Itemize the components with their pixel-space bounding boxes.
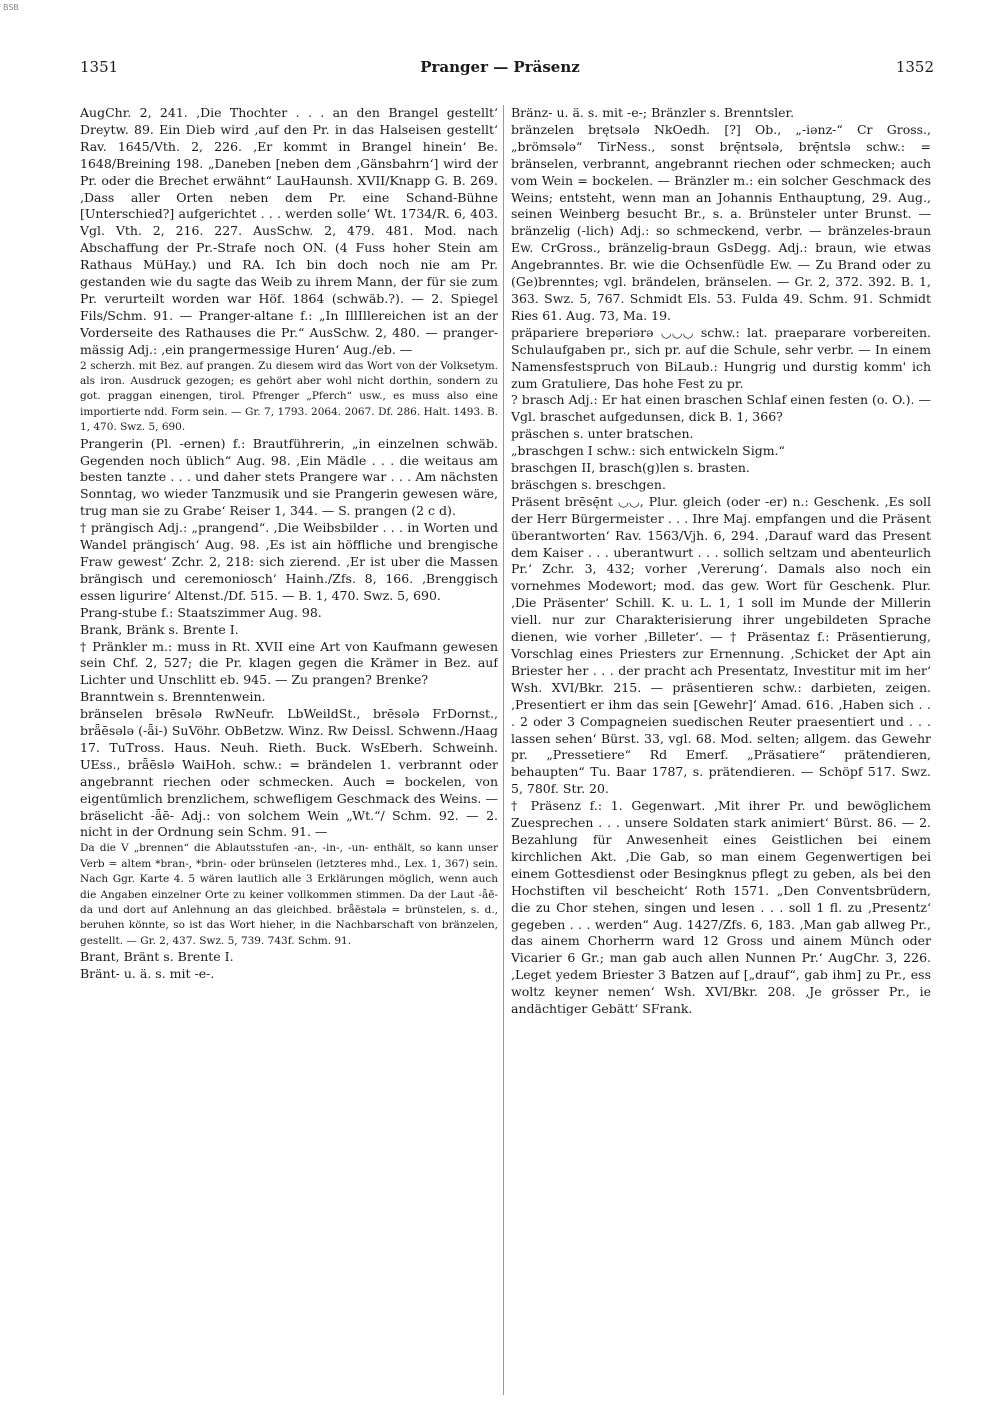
cross-reference: bräschgen s. breschgen.: [511, 476, 666, 492]
etymology-note: 2 scherzh. mit Bez. auf prangen. Zu diesem wird das Wort von der Volksetym. als iron. Ausdruck gezogen; es gehört aber wohl nicht dorthin, sondern zu got. praggan einengen, tirol. Pfrenger „Pferch“ usw., es muss also eine importierte ndd. Form sein. — Gr. 7, 1793. 2064. 2067. Df. 286. Halt. 1493. B. 1, 470. Swz. 5, 690.: [80, 359, 498, 434]
dictionary-entry: präpariere brepəriərə ◡◡◡ schw.: lat. praeparare vorbereiten. Schulaufgaben pr., sich pr. auf die Schule, sehr verbr. — In einem Namensfestspruch von BiLaub.: Hungrig und durstig komm' ich zum Gratuliere, Das hohe Fest zu pr.: [511, 324, 931, 391]
cross-reference: Brank, Bränk s. Brente I.: [80, 621, 239, 637]
column-divider: [503, 105, 504, 1395]
dictionary-entry: Prang-stube f.: Staatszimmer Aug. 98.: [80, 604, 322, 620]
page-header: [0, 58, 1000, 80]
cross-reference: braschgen II, brasch(g)len s. brasten.: [511, 460, 750, 476]
dictionary-entry: AugChr. 2, 241. ‚Die Thochter . . . an den Brangel gestellt‘ Dreytw. 89. Ein Dieb wird ‚auf den Pr. in das Halseisen gestellt‘ Rav. 1645/Vth. 2, 226. ‚Er kommt in Brangel hinein‘ Be. 1648/Breining 198. „Daneben [neben dem ‚Gänsbahrn‘] wird der Pr. oder die Brechet erwähnt“ LauHaunsh. XVII/Knapp G. B. 269. ‚Dass aller Orten neben dem Pr. eine Schand-Bühne [Unterschied?] aufgerichtet . . . werden solle‘ Wt. 1734/R. 6, 403. Vgl. Vth. 2, 216. 227. AusSchw. 2, 479. 481. Mod. nach Abschaffung der Pr.-Strafe noch ON. (4 Fuss hoher Stein am Rathaus MüHay.) und RA. Ich bin doch noch nie am Pr. gestanden wie du sagte das Weib zu ihrem Mann, der für sie zum Pr. verurteilt worden war Höf. 1864 (schwäb.?). — 2. Spiegel Fils/Schm. 91. — Pranger-altane f.: „In IllIllereichen ist an der Vorderseite des Rathauses die Pr.“ AusSchw. 2, 480. — pranger-mässig Adj.: ‚ein prangermessige Huren‘ Aug./eb. —: [80, 105, 498, 357]
dictionary-entry: Präsent brēsę̄nt ◡◡, Plur. gleich (oder -er) n.: Geschenk. ‚Es soll der Herr Bürgermeister . . . Ihre Maj. empfangen und die Präsent überantworten‘ Rav. 1563/Vjh. 6, 294. ‚Darauf ward das Present dem Kaiser . . . uberantwurt . . . sollich seltzam und abenteurlich Pr.‘ Zchr. 3, 432; vorher ‚Vererung‘. Damals also noch ein vornehmes Modewort; mod. das gew. Wort für Geschenk. Plur. ‚Die Präsenter‘ Schill. K. u. L. 1, 1 soll im Munde der Millerin viell. nur zur Charakterisierung ihrer ungebildeten Sprache dienen, wie vorher ‚Billeter‘. — † Präsentaz f.: Präsentierung, Vorschlag eines Priesters zur Ernennung. ‚Schicket der Apt ain Briester her . . . der pracht ach Presentatz, Investitur mit im her‘ Wsh. XVI/Bkr. 215. — präsentieren schw.: darbieten, zeigen. ‚Presentiert er ihm das sein [Gewehr]‘ Amad. 616. ‚Haben sich . . . 2 oder 3 Compagneien suedischen Reuter praesentiert und . . . lassen sehen‘ Bürst. 33, vgl. 68. Mod. selten; allgem. das Gewehr pr. „Pressetiere“ Rd Emerf. „Präsatiere“ prätendieren, behaupten“ Tu. Baar 1787, s. prätendieren. — Schöpf 517. Swz. 5, 780f. Str. 20.: [511, 493, 931, 797]
cross-reference: Brant, Bränt s. Brente I.: [80, 949, 234, 965]
dictionary-entry: † prängisch Adj.: „prangend“. ‚Die Weibsbilder . . . in Worten und Wandel prängisch‘ Aug. 98. ‚Es ist ain höffliche und brengische Fraw gewest‘ Zchr. 2, 218: sich zierend. ‚Er ist uber die Massen brängisch und ceremoniosch‘ Hainh./Zfs. 8, 166. ‚Brenggisch essen ligurire‘ Altenst./Df. 515. — B. 1, 470. Swz. 5, 690.: [80, 520, 498, 603]
left-column: [80, 105, 498, 1395]
dictionary-entry: † Pränkler m.: muss in Rt. XVII eine Art von Kaufmann gewesen sein Chf. 2, 527; die Pr. klagen gegen die Krämer in Bez. auf Lichter und Unschlitt eb. 945. — Zu prangen? Brenke?: [80, 638, 498, 688]
dictionary-entry: bränselen brēsələ RwNeufr. LbWeildSt., brēsələ FrDornst., brǟēsələ (-ǟi-) SuVöhr. ObBetzw. Winz. Rw Deissl. Schwenn./Haag 17. TuTross. Haus. Neuh. Rieth. Buck. WsEberh. Schweinh. UEss., brǟēslə WaiHoh. schw.: = brändelen 1. verbrannt oder angebrannt riechen oder schmecken. Auch = bockelen, von eigentümlich brenzlichem, schwefligem Geschmack des Weins. — bräselicht -ǟē- Adj.: von solchem Wein „Wt.“/ Schm. 92. — 2. nicht in der Ordnung sein Schm. 91. —: [80, 706, 498, 840]
page-number-left: 1351: [80, 58, 119, 76]
right-column: [511, 105, 931, 1395]
cross-reference: Branntwein s. Brenntenwein.: [80, 689, 266, 705]
etymology-note: Da die V „brennen“ die Ablautsstufen -an-, -in-, -un- enthält, so kann unser Verb = altem *bran-, *brin- oder brünselen (letzteres mhd., Lex. 1, 367) sein. Nach Ggr. Karte 4. 5 wären lautlich alle 3 Erklärungen möglich, wenn auch die Angaben einzelner Orte zu keiner vollkommen stimmen. Da der Laut -ǟē- da und dort auf Anlehnung an das gleichbed. brǟēstələ = brünstelen, s. d., beruhen könnte, so ist das Wort hieher, in die Nachbarschaft von bränzelen, gestellt. — Gr. 2, 437. Swz. 5, 739. 743f. Schm. 91.: [80, 842, 498, 947]
running-title: Pranger — Präsenz: [420, 58, 580, 76]
dictionary-entry: bränzelen brętsələ NkOedh. [?] Ob., „-iənz-“ Cr Gross., „brömsələ“ TirNess., sonst brę̄ntsələ, brę̄ntslə schw.: = bränselen, verbrannt, angebrannt riechen oder schmecken; auch vom Wein = bockelen. — Bränzler m.: ein solcher Geschmack des Weins; entsteht, wenn man an Johannis Enthauptung, 29. Aug., seinen Weinberg besucht Br., s. a. Brünsteler unter Brunst. — bränzelig (-lich) Adj.: so schmeckend, verbr. — bränzeles-braun Ew. CrGross., bränzelig-braun GsDegg. Adj.: braun, wie etwas Angebranntes. Br. wie die Ochsenfüdle Ew. — Zu Brand oder zu (Ge)brenntes; vgl. brändelen, bränselen. — Gr. 2, 372. 392. B. 1, 363. Swz. 5, 767. Schmidt Els. 53. Fulda 49. Schm. 91. Schmidt Ries 61. Aug. 73, Ma. 19.: [511, 121, 931, 323]
cross-reference: präschen s. unter bratschen.: [511, 426, 694, 442]
cross-reference: Bränz- u. ä. s. mit -e-; Bränzler s. Brenntsler.: [511, 105, 795, 120]
dictionary-entry: † Präsenz f.: 1. Gegenwart. ‚Mit ihrer Pr. und bewöglichem Zuesprechen . . . unsere Soldaten stark animiert‘ Bürst. 86. — 2. Bezahlung für Anwesenheit eines Geistlichen bei einem kirchlichen Akt. ‚Die Gab, so man einem Gegenwertigen bei einem Gottesdienst oder Besingknus pflegt zu geben, als bei den Hochstiften vil bescheicht‘ Roth 1571. „Den Conventsbrüdern, die zu Chor stehen, singen und lesen . . . soll 1 fl. zu ‚Presentz‘ gegeben . . . werden“ Aug. 1427/Zfs. 6, 183. ‚Man gab allweg Pr., das ainem Chorherrn ward 12 Gross und ainem Münch oder Vicarier 6 Gr.; man gab auch allen Nunnen Pr.‘ AugChr. 3, 226. ‚Leget yedem Briester 3 Batzen auf [„drauf“, gab ihm] zu Pr., ess woltz keyner nemen‘ Wsh. XVI/Bkr. 208. ‚Je grösser Pr., ie andächtiger Gebätt‘ SFrank.: [511, 798, 931, 1017]
cross-reference: Bränt- u. ä. s. mit -e-.: [80, 966, 215, 982]
library-stamp: BSB: [3, 3, 19, 12]
dictionary-entry: „braschgen I schw.: sich entwickeln Sigm.“: [511, 443, 785, 459]
dictionary-entry: ? brasch Adj.: Er hat einen braschen Schlaf einen festen (o. O.). — Vgl. braschet aufgedunsen, dick B. 1, 366?: [511, 392, 931, 425]
dictionary-entry: Prangerin (Pl. -ernen) f.: Brautführerin, „in einzelnen schwäb. Gegenden noch üblich“ Aug. 98. ‚Ein Mädle . . . die weitaus am besten tanzte . . . und daher stets Prangere war . . . Am nächsten Sonntag, wo wieder Tanzmusik und sie Prangerin gewesen wäre, trug man sie zu Grabe‘ Reiser 1, 344. — S. prangen (2 c d).: [80, 435, 498, 519]
page-number-right: 1352: [895, 58, 934, 76]
